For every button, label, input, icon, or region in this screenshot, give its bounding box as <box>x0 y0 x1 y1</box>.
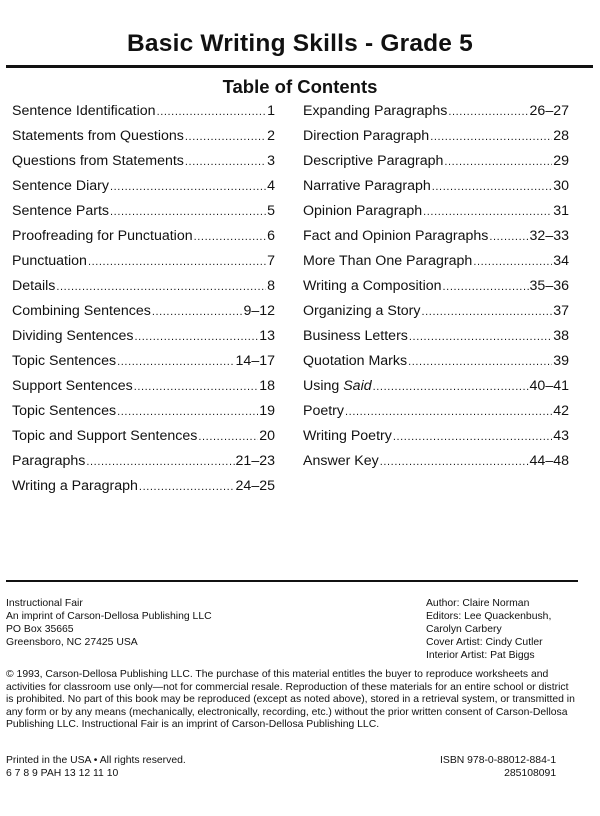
dot-leader <box>134 381 259 393</box>
toc-entry-title-text: Combining Sentences <box>12 303 151 319</box>
toc-entry-title-text: Descriptive Paragraph <box>303 153 444 169</box>
dot-leader <box>373 381 529 393</box>
toc-entry-page: 29 <box>553 153 569 169</box>
toc-entry <box>303 228 569 253</box>
toc-entry <box>303 128 569 153</box>
toc-entry-title-text: Writing a Composition <box>303 278 442 294</box>
toc-entry-title-text: Answer Key <box>303 453 379 469</box>
toc-entry-title-text: Organizing a Story <box>303 303 421 319</box>
toc-entry-title-text: Business Letters <box>303 328 408 344</box>
credit-interior-artist: Interior Artist: Pat Biggs <box>426 650 535 661</box>
toc-entry-title-text: Narrative Paragraph <box>303 178 431 194</box>
toc-entry-page: 42 <box>553 403 569 419</box>
toc-entry-title <box>12 403 116 419</box>
toc-entry-title <box>303 178 431 194</box>
dot-leader <box>408 356 552 368</box>
toc-entry-title-text: Opinion Paragraph <box>303 203 423 219</box>
publisher-name: Instructional Fair <box>6 598 83 609</box>
copyright-line: activities for classroom use only—not for commercial resale. Reproduction of these materials for an entire school or district <box>6 681 569 693</box>
toc-entry <box>303 378 569 403</box>
copyright-notice <box>6 669 588 732</box>
toc-right-column <box>303 103 569 478</box>
dot-leader <box>444 156 552 168</box>
toc-entry-title-italic: Said <box>343 378 372 394</box>
toc-entry-title <box>12 178 109 194</box>
toc-entry-title <box>303 128 429 144</box>
isbn-number: ISBN 978-0-88012-884-1 <box>440 755 557 766</box>
toc-entry-page: 40–41 <box>529 378 569 394</box>
toc-entry <box>12 228 275 253</box>
toc-entry <box>303 203 569 228</box>
toc-entry-title <box>12 103 156 119</box>
toc-entry-page: 6 <box>267 228 275 244</box>
product-code: 285108091 <box>504 768 557 779</box>
toc-entry-title <box>12 453 85 469</box>
toc-entry-title-text: Writing a Paragraph <box>12 478 138 494</box>
toc-entry-title-text: More Than One Paragraph <box>303 253 473 269</box>
toc-entry <box>12 128 275 153</box>
toc-entry-title <box>303 203 422 219</box>
toc-entry-title-text: Direction Paragraph <box>303 128 430 144</box>
dot-leader <box>430 131 552 143</box>
credits <box>426 597 551 662</box>
toc-entry-title <box>12 478 138 494</box>
toc-entry-title-text: Topic Sentences <box>12 403 117 419</box>
toc-entry-title <box>303 153 443 169</box>
toc-entry-title <box>303 328 408 344</box>
toc-entry-page: 19 <box>259 403 275 419</box>
page-title: Basic Writing Skills - Grade 5 <box>127 30 473 57</box>
dot-leader <box>443 281 529 293</box>
toc-entry-title <box>303 353 407 369</box>
toc-entry-title <box>12 278 55 294</box>
toc-entry-title <box>303 453 379 469</box>
title-rule <box>6 65 593 68</box>
toc-entry-page: 13 <box>259 328 275 344</box>
publisher-address <box>6 597 212 649</box>
toc-entry <box>12 253 275 278</box>
dot-leader <box>489 231 528 243</box>
dot-leader <box>345 406 552 418</box>
toc-entry-title <box>303 303 421 319</box>
toc-entry-page: 24–25 <box>235 478 275 494</box>
credit-editors: Editors: Lee Quackenbush, <box>426 611 552 622</box>
credit-cover-artist: Cover Artist: Cindy Cutler <box>426 637 543 648</box>
toc-entry-page: 35–36 <box>529 278 569 294</box>
dot-leader <box>56 281 266 293</box>
toc-entry <box>303 303 569 328</box>
toc-entry-title-text: Poetry <box>303 403 345 419</box>
dot-leader <box>86 456 234 468</box>
toc-entry <box>303 178 569 203</box>
toc-entry-title-text: Sentence Identification <box>12 103 156 119</box>
toc-entry-title-text: Support Sentences <box>12 378 133 394</box>
toc-entry <box>12 178 275 203</box>
toc-entry <box>12 353 275 378</box>
dot-leader <box>185 131 266 143</box>
toc-entry-title <box>303 228 488 244</box>
toc-entry-page: 31 <box>553 203 569 219</box>
printed-in: Printed in the USA • All rights reserved. <box>6 755 186 766</box>
toc-entry <box>12 278 275 303</box>
dot-leader <box>110 181 266 193</box>
toc-entry-title-text: Questions from Statements <box>12 153 184 169</box>
toc-entry-title <box>303 378 372 394</box>
toc-entry <box>303 253 569 278</box>
toc-entry-title <box>303 403 344 419</box>
toc-entry-title-text: Using <box>303 378 344 394</box>
toc-entry <box>12 403 275 428</box>
toc-entry <box>303 103 569 128</box>
dot-leader <box>423 206 552 218</box>
toc-entry-title-text: Topic Sentences <box>12 353 117 369</box>
printing-info <box>6 754 186 780</box>
dot-leader <box>380 456 529 468</box>
dot-leader <box>152 306 243 318</box>
toc-entry-title-text: Dividing Sentences <box>12 328 134 344</box>
credit-editors-cont: Carolyn Carbery <box>426 624 502 635</box>
toc-entry-title <box>303 428 392 444</box>
dot-leader <box>473 256 552 268</box>
toc-entry <box>12 303 275 328</box>
toc-entry-title-text: Sentence Parts <box>12 203 110 219</box>
toc-entry <box>12 328 275 353</box>
footer-rule <box>6 580 578 582</box>
toc-entry <box>303 428 569 453</box>
toc-entry-page: 30 <box>553 178 569 194</box>
credit-author: Author: Claire Norman <box>426 598 530 609</box>
toc-heading: Table of Contents <box>222 76 378 97</box>
toc-entry-title <box>12 153 184 169</box>
toc-entry <box>12 478 275 503</box>
copyright-line: © 1993, Carson-Dellosa Publishing LLC. The purchase of this material entitles the buyer to reproduce worksheets and <box>6 669 549 680</box>
toc-entry-title <box>12 228 193 244</box>
toc-entry-page: 8 <box>267 278 275 294</box>
toc-left-column <box>12 103 275 503</box>
toc-entry-title <box>12 328 133 344</box>
toc-entry-page: 5 <box>267 203 275 219</box>
toc-entry <box>12 153 275 178</box>
toc-entry-page: 2 <box>267 128 275 144</box>
dot-leader <box>448 106 528 118</box>
toc-entry <box>12 453 275 478</box>
toc-entry-page: 3 <box>267 153 275 169</box>
toc-entry-page: 26–27 <box>529 103 569 119</box>
toc-entry-title-text: Proofreading for Punctuation <box>12 228 193 244</box>
print-run: 6 7 8 9 PAH 13 12 11 10 <box>6 768 119 779</box>
copyright-line: is prohibited. No part of this book may be reproduced (except as noted above), stored in a retrieval system, or transmitted in <box>6 694 575 706</box>
toc-entry-title-text: Sentence Diary <box>12 178 109 194</box>
toc-entry-title-text: Statements from Questions <box>12 128 184 144</box>
dot-leader <box>157 106 267 118</box>
toc-entry-title <box>12 428 197 444</box>
copyright-line: any form or by any means (mechanically, electronically, recording, etc.) without the prior written consent of Carson-Dellosa <box>6 706 568 718</box>
toc-entry-title-text: Paragraphs <box>12 453 86 469</box>
isbn-block <box>440 754 556 780</box>
dot-leader <box>422 306 553 318</box>
toc-entry-title-text: Expanding Paragraphs <box>303 103 448 119</box>
toc-entry-page: 9–12 <box>243 303 275 319</box>
toc-entry-page: 34 <box>553 253 569 269</box>
toc-entry-page: 4 <box>267 178 275 194</box>
copyright-line: Publishing LLC. Instructional Fair is an imprint of Carson-Dellosa Publishing LLC. <box>6 719 380 731</box>
toc-entry-title <box>303 253 472 269</box>
dot-leader <box>432 181 552 193</box>
toc-entry-page: 14–17 <box>235 353 275 369</box>
dot-leader <box>393 431 552 443</box>
toc-entry-title-text: Details <box>12 278 56 294</box>
dot-leader <box>110 206 266 218</box>
publisher-city: Greensboro, NC 27425 USA <box>6 637 138 648</box>
dot-leader <box>198 431 258 443</box>
toc-entry-page: 7 <box>267 253 275 269</box>
toc-entry-page: 32–33 <box>529 228 569 244</box>
toc-entry-page: 44–48 <box>529 453 569 469</box>
toc-entry-title <box>303 103 447 119</box>
toc-entry-title-text: Fact and Opinion Paragraphs <box>303 228 489 244</box>
toc-entry-page: 28 <box>553 128 569 144</box>
toc-entry-page: 20 <box>259 428 275 444</box>
toc-entry-page: 1 <box>267 103 275 119</box>
toc-entry-title <box>12 253 87 269</box>
dot-leader <box>117 406 258 418</box>
dot-leader <box>194 231 266 243</box>
toc-entry-title-text: Punctuation <box>12 253 87 269</box>
toc-entry-title <box>12 128 184 144</box>
toc-entry-title <box>303 278 442 294</box>
toc-entry-title-text: Topic and Support Sentences <box>12 428 198 444</box>
publisher-po-box: PO Box 35665 <box>6 624 74 635</box>
dot-leader <box>409 331 552 343</box>
toc-entry <box>303 453 569 478</box>
toc-entry-title <box>12 203 109 219</box>
toc-entry <box>12 103 275 128</box>
dot-leader <box>185 156 266 168</box>
toc-entry-title <box>12 378 133 394</box>
dot-leader <box>88 256 266 268</box>
toc-entry <box>303 328 569 353</box>
dot-leader <box>134 331 258 343</box>
toc-entry-page: 21–23 <box>235 453 275 469</box>
dot-leader <box>117 356 234 368</box>
toc-entry <box>303 403 569 428</box>
toc-entry <box>12 378 275 403</box>
toc-entry-page: 18 <box>259 378 275 394</box>
toc-entry-page: 43 <box>553 428 569 444</box>
toc-entry-title <box>12 303 151 319</box>
toc-entry-title <box>12 353 116 369</box>
toc-entry <box>12 203 275 228</box>
toc-entry <box>303 353 569 378</box>
toc-entry-title-text: Quotation Marks <box>303 353 408 369</box>
toc-entry-page: 37 <box>553 303 569 319</box>
publisher-imprint: An imprint of Carson-Dellosa Publishing LLC <box>6 611 212 622</box>
dot-leader <box>139 481 235 493</box>
toc-entry-page: 38 <box>553 328 569 344</box>
toc-entry-page: 39 <box>553 353 569 369</box>
toc-entry <box>12 428 275 453</box>
toc-entry-title-text: Writing Poetry <box>303 428 392 444</box>
toc-entry <box>303 278 569 303</box>
toc-entry <box>303 153 569 178</box>
